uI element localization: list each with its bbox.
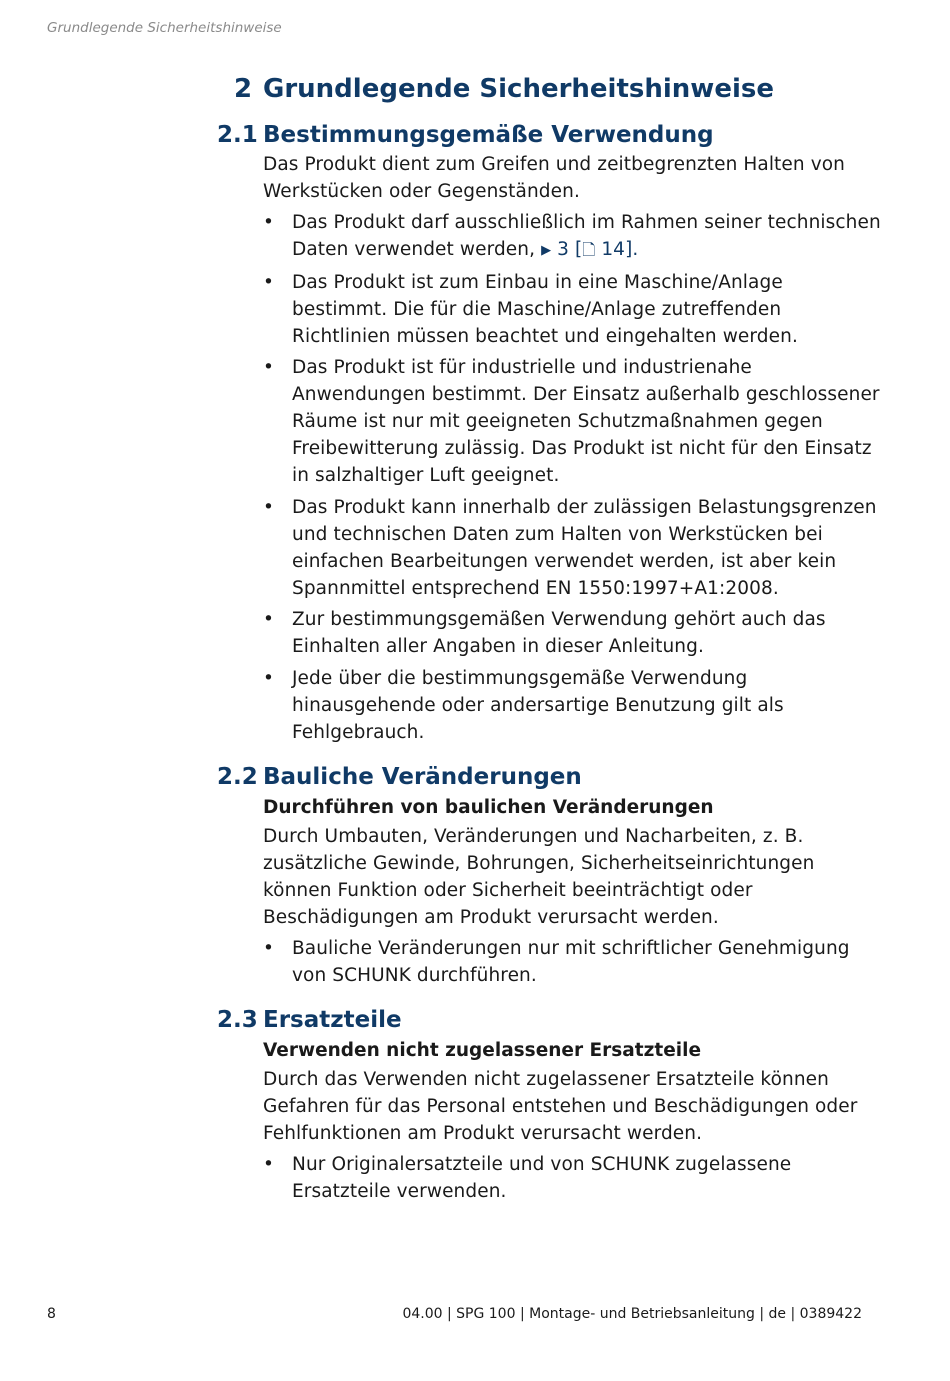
section-number: 2.1 [217,122,258,148]
sub-heading: Verwenden nicht zugelassener Ersatzteile [263,1039,702,1061]
page-icon: 🗋 [582,240,596,259]
list-item [263,665,883,746]
list-item [263,209,883,264]
section-heading-2-1 [217,120,883,150]
chapter-number: 2 [234,74,253,104]
xref-bracket-close: ]. [625,239,639,260]
section-title: Bauliche Veränderungen [263,763,582,790]
section-number: 2.3 [217,1006,258,1033]
chapter-title: Grundlegende Sicherheitshinweise [263,74,774,104]
section-title: Ersatzteile [263,1006,402,1033]
list-item-text: Zur bestimmungsgemäßen Verwendung gehört auch das Einhalten aller Angaben in dieser Anleitung. [292,609,826,657]
list-item-text: Das Produkt darf ausschließlich im Rahmen seiner technischen Daten verwendet werden, [292,212,881,260]
bullet-list [263,209,883,746]
bullet-icon: • [263,667,275,689]
list-item [263,354,883,489]
bullet-icon: • [263,1153,275,1175]
bullet-list [263,1151,883,1205]
section-intro: Das Produkt dient zum Greifen und zeitbegrenzten Halten von Werkstücken oder Gegenständen. [263,154,845,202]
bullet-list [263,935,883,989]
list-item-text: Bauliche Veränderungen nur mit schriftlicher Genehmigung von SCHUNK durchführen. [292,937,850,986]
chapter-heading [234,72,883,106]
bullet-icon: • [263,357,275,378]
bullet-icon: • [263,609,275,630]
running-header: Grundlegende Sicherheitshinweise [47,20,282,36]
xref-target: 3 [557,239,570,260]
section-body: Durch das Verwenden nicht zugelassener Ersatzteile können Gefahren für das Personal entstehen und Beschädigungen oder Fehlfunktionen am Produkt verursacht werden. [263,1068,858,1144]
xref-page-number: 14 [601,239,626,260]
list-item [263,269,883,350]
list-item-text: Nur Originalersatzteile und von SCHUNK zugelassene Ersatzteile verwenden. [292,1153,792,1202]
xref-bracket-open: [ [575,239,583,260]
page-content [217,72,883,1209]
list-item [263,494,883,602]
bullet-icon: • [263,271,275,293]
bullet-icon: • [263,937,275,959]
list-item-text: Das Produkt kann innerhalb der zulässigen Belastungsgrenzen und technischen Daten zum Halten von Werkstücken bei einfachen Bearbeitungen verwendet werden, ist aber kein Spannmittel entsprechend EN 1550:1997+A1:2008. [292,496,877,599]
list-item [263,1151,883,1205]
cross-reference-link[interactable] [541,239,625,260]
section-body: Durch Umbauten, Veränderungen und Nacharbeiten, z. B. zusätzliche Gewinde, Bohrungen, Sicherheitseinrichtungen können Funktion oder Sicherheit beeinträchtigt oder Beschädigungen am Produkt verursacht werden. [263,825,815,928]
list-item [263,606,883,660]
list-item [263,935,883,989]
bullet-icon: • [263,212,275,233]
section-number: 2.2 [217,763,258,790]
document-info: 04.00 | SPG 100 | Montage- und Betriebsanleitung | de | 0389422 [402,1306,862,1322]
list-item-text: Jede über die bestimmungsgemäße Verwendung hinausgehende oder andersartige Benutzung gilt als Fehlgebrauch. [292,667,784,743]
list-item-text: Das Produkt ist zum Einbau in eine Maschine/Anlage bestimmt. Die für die Maschine/Anlage zutreffenden Richtlinien müssen beachtet und eingehalten werden. [292,271,798,347]
bullet-icon: • [263,496,275,518]
list-item-text: Das Produkt ist für industrielle und industrienahe Anwendungen bestimmt. Der Einsatz außerhalb geschlossener Räume ist nur mit geeigneten Schutzmaßnahmen gegen Freibewitterung zulässig. Das Produkt ist nicht für den Einsatz in salzhaltiger Luft geeignet. [292,357,880,486]
section-heading-2-3 [217,1005,883,1035]
triangle-right-icon: ▶ [541,243,552,258]
section-heading-2-2 [217,762,883,792]
section-title: Bestimmungsgemäße Verwendung [263,122,714,148]
page-number: 8 [47,1306,56,1322]
sub-heading: Durchführen von baulichen Veränderungen [263,796,714,818]
